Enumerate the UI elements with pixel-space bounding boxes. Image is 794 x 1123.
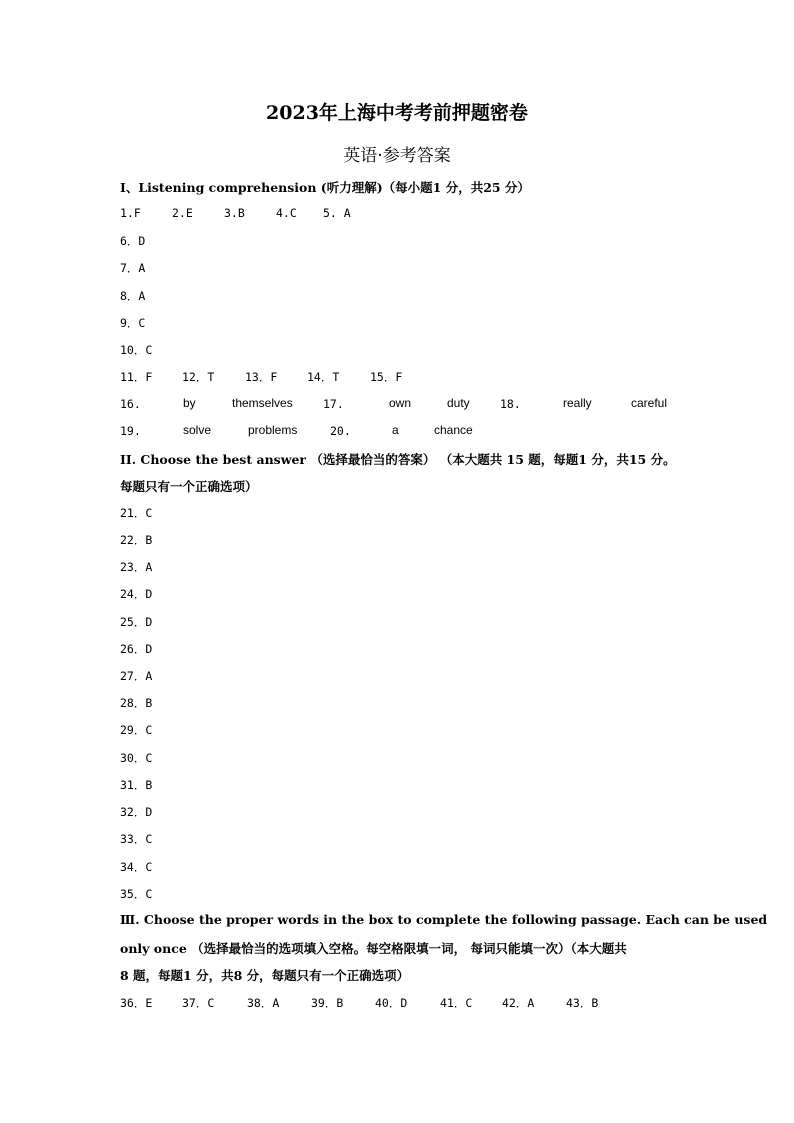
answer-42: 42．A	[502, 996, 535, 1010]
answer-16-number: 16.	[120, 397, 141, 411]
answer-40: 40．D	[375, 996, 408, 1010]
answer-10: 10．C	[120, 343, 153, 357]
answer-30: 30．C	[120, 751, 153, 765]
answer-18-word-1: really	[563, 396, 592, 410]
answer-28: 28．B	[120, 696, 153, 710]
answer-3: 3.B	[224, 206, 245, 220]
section3-heading-line3: 8 题，每题1 分，共8 分，每题只有一个正确选项）	[120, 968, 410, 983]
section3-heading-line1: Ⅲ. Choose the proper words in the box to complete the following passage. Each can be used	[120, 912, 768, 927]
answer-2: 2.E	[172, 206, 193, 220]
answer-16-word-2: themselves	[232, 396, 293, 410]
section2-heading-line2: 每题只有一个正确选项）	[120, 479, 258, 494]
answer-20-number: 20.	[330, 424, 351, 438]
answer-20-word-1: a	[392, 423, 399, 437]
answer-43: 43．B	[566, 996, 599, 1010]
answer-19-word-2: problems	[248, 423, 298, 437]
answer-12: 12．T	[182, 370, 215, 384]
answer-34: 34．C	[120, 860, 153, 874]
answer-17-number: 17.	[323, 397, 344, 411]
answer-17-word-2: duty	[447, 396, 470, 410]
answer-16-word-1: by	[183, 396, 196, 410]
answer-22: 22．B	[120, 533, 153, 547]
section2-heading-line1: II. Choose the best answer （选择最恰当的答案） （本大题共 15 题，每题1 分，共15 分。	[120, 452, 676, 467]
answer-41: 41．C	[440, 996, 473, 1010]
answer-5: 5. A	[323, 206, 351, 220]
answer-18-word-2: careful	[631, 396, 668, 410]
answer-9: 9．C	[120, 316, 146, 330]
answer-17-word-1: own	[389, 396, 412, 410]
answer-32: 32．D	[120, 805, 153, 819]
answer-23: 23．A	[120, 560, 153, 574]
section3-heading-line2: only once （选择最恰当的选项填入空格。每空格限填一词， 每词只能填一次）（本大题共	[120, 941, 627, 956]
answer-26: 26．D	[120, 642, 153, 656]
answer-27: 27．A	[120, 669, 153, 683]
answer-1: 1.F	[120, 206, 141, 220]
answer-4: 4.C	[276, 206, 297, 220]
answer-29: 29．C	[120, 723, 153, 737]
answer-19-word-1: solve	[183, 423, 212, 437]
answer-24: 24．D	[120, 587, 153, 601]
answer-31: 31．B	[120, 778, 153, 792]
answer-20-word-2: chance	[434, 423, 473, 437]
answer-39: 39．B	[311, 996, 344, 1010]
answer-38: 38．A	[247, 996, 280, 1010]
answer-13: 13．F	[245, 370, 278, 384]
page-subtitle: 英语·参考答案	[343, 146, 451, 166]
answer-8: 8．A	[120, 289, 146, 303]
answer-14: 14．T	[307, 370, 340, 384]
answer-11: 11．F	[120, 370, 153, 384]
answer-15: 15．F	[370, 370, 403, 384]
answer-21: 21．C	[120, 506, 153, 520]
section1-heading: I、Listening comprehension (听力理解)（每小题1 分，共25 分）	[120, 180, 530, 195]
answer-18-number: 18.	[500, 397, 521, 411]
answer-7: 7．A	[120, 261, 146, 275]
answer-35: 35．C	[120, 887, 153, 901]
page-title: 2023年上海中考考前押题密卷	[266, 102, 528, 124]
answer-33: 33．C	[120, 832, 153, 846]
answer-37: 37．C	[182, 996, 215, 1010]
answer-25: 25．D	[120, 615, 153, 629]
answer-6: 6．D	[120, 234, 146, 248]
answer-19-number: 19.	[120, 424, 141, 438]
answer-36: 36．E	[120, 996, 153, 1010]
